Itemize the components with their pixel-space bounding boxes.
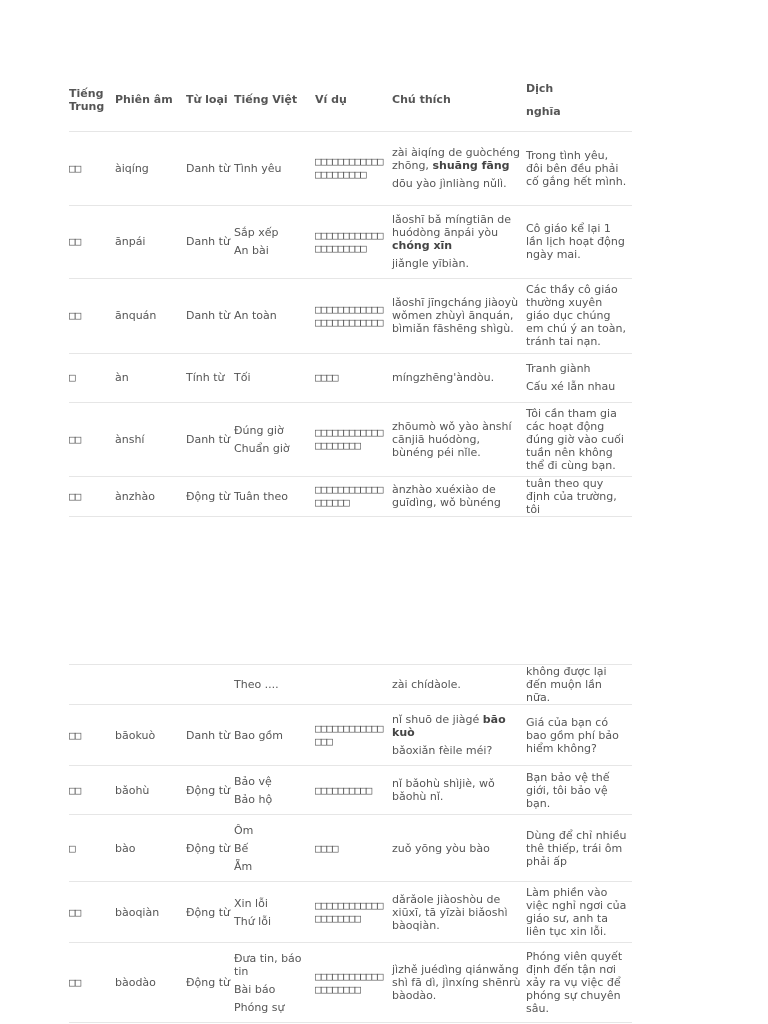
example-cell: □□□□ xyxy=(315,815,392,882)
table-row xyxy=(69,705,632,766)
table-row xyxy=(69,402,632,476)
note-cell: dǎrǎole jiàoshòu de xiūxī, tā yīzài biǎoshì bàoqiàn. xyxy=(392,882,526,943)
word-type-cell: Danh từ xyxy=(186,131,234,205)
note-cell: zài chídàole. xyxy=(392,665,526,705)
example-cell: □□□□□□□□□□□□□□□□□□□□□□□□ xyxy=(315,278,392,353)
chinese-cell: □□ xyxy=(69,882,115,943)
chinese-cell: □□ xyxy=(69,943,115,1023)
header-note: Chú thích xyxy=(392,69,526,131)
translation-cell: tuân theo quy định của trường, tôi xyxy=(526,476,632,516)
word-type-cell: Động từ xyxy=(186,943,234,1023)
chinese-cell xyxy=(69,665,115,705)
header-translation: Dịch nghĩa xyxy=(526,69,632,131)
vietnamese-cell: Theo .... xyxy=(234,665,315,705)
vietnamese-cell: Tối xyxy=(234,353,315,402)
note-cell: zhōumò wǒ yào ànshí cānjiā huódòng, bùnéng péi nǐle. xyxy=(392,402,526,476)
pinyin-cell: bāokuò xyxy=(115,705,186,766)
table-row xyxy=(69,205,632,278)
table-row xyxy=(69,943,632,1023)
table-header-row xyxy=(69,69,632,131)
example-cell xyxy=(315,665,392,705)
vietnamese-cell: Bảo vệ Bảo hộ xyxy=(234,766,315,815)
chinese-cell: □□ xyxy=(69,278,115,353)
pinyin-cell: ānpái xyxy=(115,205,186,278)
table-row xyxy=(69,766,632,815)
vietnamese-cell: Xin lỗi Thứ lỗi xyxy=(234,882,315,943)
example-cell: □□□□□□□□□□□□□□□□□□ xyxy=(315,476,392,516)
pinyin-cell: bàoqiàn xyxy=(115,882,186,943)
table-row xyxy=(69,882,632,943)
example-cell: □□□□□□□□□□□□□□□□□□□□ xyxy=(315,402,392,476)
translation-cell: không được lại đến muộn lần nữa. xyxy=(526,665,632,705)
pinyin-cell: bào xyxy=(115,815,186,882)
word-type-cell xyxy=(186,665,234,705)
chinese-cell: □□ xyxy=(69,205,115,278)
example-cell: □□□□□□□□□□□□□□□ xyxy=(315,705,392,766)
note-cell: jìzhě juédìng qiánwǎng shì fā dì, jìnxíng shēnrù bàodào. xyxy=(392,943,526,1023)
pinyin-cell: ānquán xyxy=(115,278,186,353)
word-type-cell: Động từ xyxy=(186,476,234,516)
pinyin-cell xyxy=(115,665,186,705)
pinyin-cell: àn xyxy=(115,353,186,402)
chinese-cell: □ xyxy=(69,353,115,402)
table-row xyxy=(69,353,632,402)
translation-cell: Tranh giành Cấu xé lẫn nhau xyxy=(526,353,632,402)
note-cell: lǎoshī bǎ míngtiān de huódòng ānpái yòu chóng xīn jiǎngle yībiàn. xyxy=(392,205,526,278)
note-cell: zài àiqíng de guòchéng zhōng, shuāng fāng dōu yào jìnliàng nǔlì. xyxy=(392,131,526,205)
translation-cell: Làm phiền vào việc nghỉ ngơi của giáo sư, anh ta liên tục xin lỗi. xyxy=(526,882,632,943)
vietnamese-cell: Ôm Bế Ẵm xyxy=(234,815,315,882)
example-cell: □□□□□□□□□□□□□□□□□□□□□ xyxy=(315,131,392,205)
vietnamese-cell: Bao gồm xyxy=(234,705,315,766)
example-cell: □□□□□□□□□□□□□□□□□□□□ xyxy=(315,943,392,1023)
header-example: Ví dụ xyxy=(315,69,392,131)
chinese-cell: □ xyxy=(69,815,115,882)
pinyin-cell: bàodào xyxy=(115,943,186,1023)
note-cell: zuǒ yōng yòu bào xyxy=(392,815,526,882)
pinyin-cell: ànzhào xyxy=(115,476,186,516)
note-cell: ànzhào xuéxiào de guīdìng, wǒ bùnéng xyxy=(392,476,526,516)
example-cell: □□□□□□□□□□□□□□□□□□□□□ xyxy=(315,205,392,278)
translation-cell: Dùng để chỉ nhiều thê thiếp, trái ôm phải ấp xyxy=(526,815,632,882)
translation-cell: Tôi cần tham gia các hoạt động đúng giờ vào cuối tuần nên không thể đi cùng bạn. xyxy=(526,402,632,476)
pinyin-cell: bǎohù xyxy=(115,766,186,815)
chinese-cell: □□ xyxy=(69,766,115,815)
translation-cell: Cô giáo kể lại 1 lần lịch hoạt động ngày mai. xyxy=(526,205,632,278)
note-cell: nǐ shuō de jiàgé bāo kuò bǎoxiǎn fèile méi? xyxy=(392,705,526,766)
vietnamese-cell: Sắp xếp An bài xyxy=(234,205,315,278)
header-chinese: Tiếng Trung xyxy=(69,69,115,131)
word-type-cell: Động từ xyxy=(186,882,234,943)
header-word-type: Từ loại xyxy=(186,69,234,131)
chinese-cell: □□ xyxy=(69,476,115,516)
table-row xyxy=(69,665,632,705)
table-row xyxy=(69,476,632,516)
word-type-cell: Tính từ xyxy=(186,353,234,402)
translation-cell: Trong tình yêu, đôi bên đều phải cố gắng hết mình. xyxy=(526,131,632,205)
chinese-cell: □□ xyxy=(69,402,115,476)
vocab-table-top xyxy=(69,69,632,517)
example-cell: □□□□□□□□□□ xyxy=(315,766,392,815)
word-type-cell: Động từ xyxy=(186,815,234,882)
translation-cell: Các thầy cô giáo thường xuyên giáo dục chúng em chú ý an toàn, tránh tai nạn. xyxy=(526,278,632,353)
chinese-cell: □□ xyxy=(69,705,115,766)
header-vietnamese: Tiếng Việt xyxy=(234,69,315,131)
example-cell: □□□□ xyxy=(315,353,392,402)
vietnamese-cell: Đưa tin, báo tin Bài báo Phóng sự xyxy=(234,943,315,1023)
translation-cell: Giá của bạn có bao gồm phí bảo hiểm không? xyxy=(526,705,632,766)
vocab-table-bottom xyxy=(69,664,632,1023)
header-pinyin: Phiên âm xyxy=(115,69,186,131)
vietnamese-cell: Đúng giờ Chuẩn giờ xyxy=(234,402,315,476)
word-type-cell: Danh từ xyxy=(186,205,234,278)
translation-cell: Bạn bảo vệ thế giới, tôi bảo vệ bạn. xyxy=(526,766,632,815)
note-cell: míngzhēng'àndòu. xyxy=(392,353,526,402)
chinese-cell: □□ xyxy=(69,131,115,205)
note-cell: lǎoshī jīngcháng jiàoyù wǒmen zhùyì ānquán, bìmiǎn fāshēng shìgù. xyxy=(392,278,526,353)
word-type-cell: Danh từ xyxy=(186,705,234,766)
table-row xyxy=(69,815,632,882)
table-row xyxy=(69,131,632,205)
example-cell: □□□□□□□□□□□□□□□□□□□□ xyxy=(315,882,392,943)
translation-cell: Phóng viên quyết định đến tận nơi xảy ra vụ việc để phóng sự chuyên sâu. xyxy=(526,943,632,1023)
table-row xyxy=(69,278,632,353)
word-type-cell: Danh từ xyxy=(186,278,234,353)
vietnamese-cell: Tình yêu xyxy=(234,131,315,205)
vietnamese-cell: Tuân theo xyxy=(234,476,315,516)
pinyin-cell: àiqíng xyxy=(115,131,186,205)
word-type-cell: Động từ xyxy=(186,766,234,815)
pinyin-cell: ànshí xyxy=(115,402,186,476)
note-cell: nǐ bǎohù shìjiè, wǒ bǎohù nǐ. xyxy=(392,766,526,815)
word-type-cell: Danh từ xyxy=(186,402,234,476)
vietnamese-cell: An toàn xyxy=(234,278,315,353)
